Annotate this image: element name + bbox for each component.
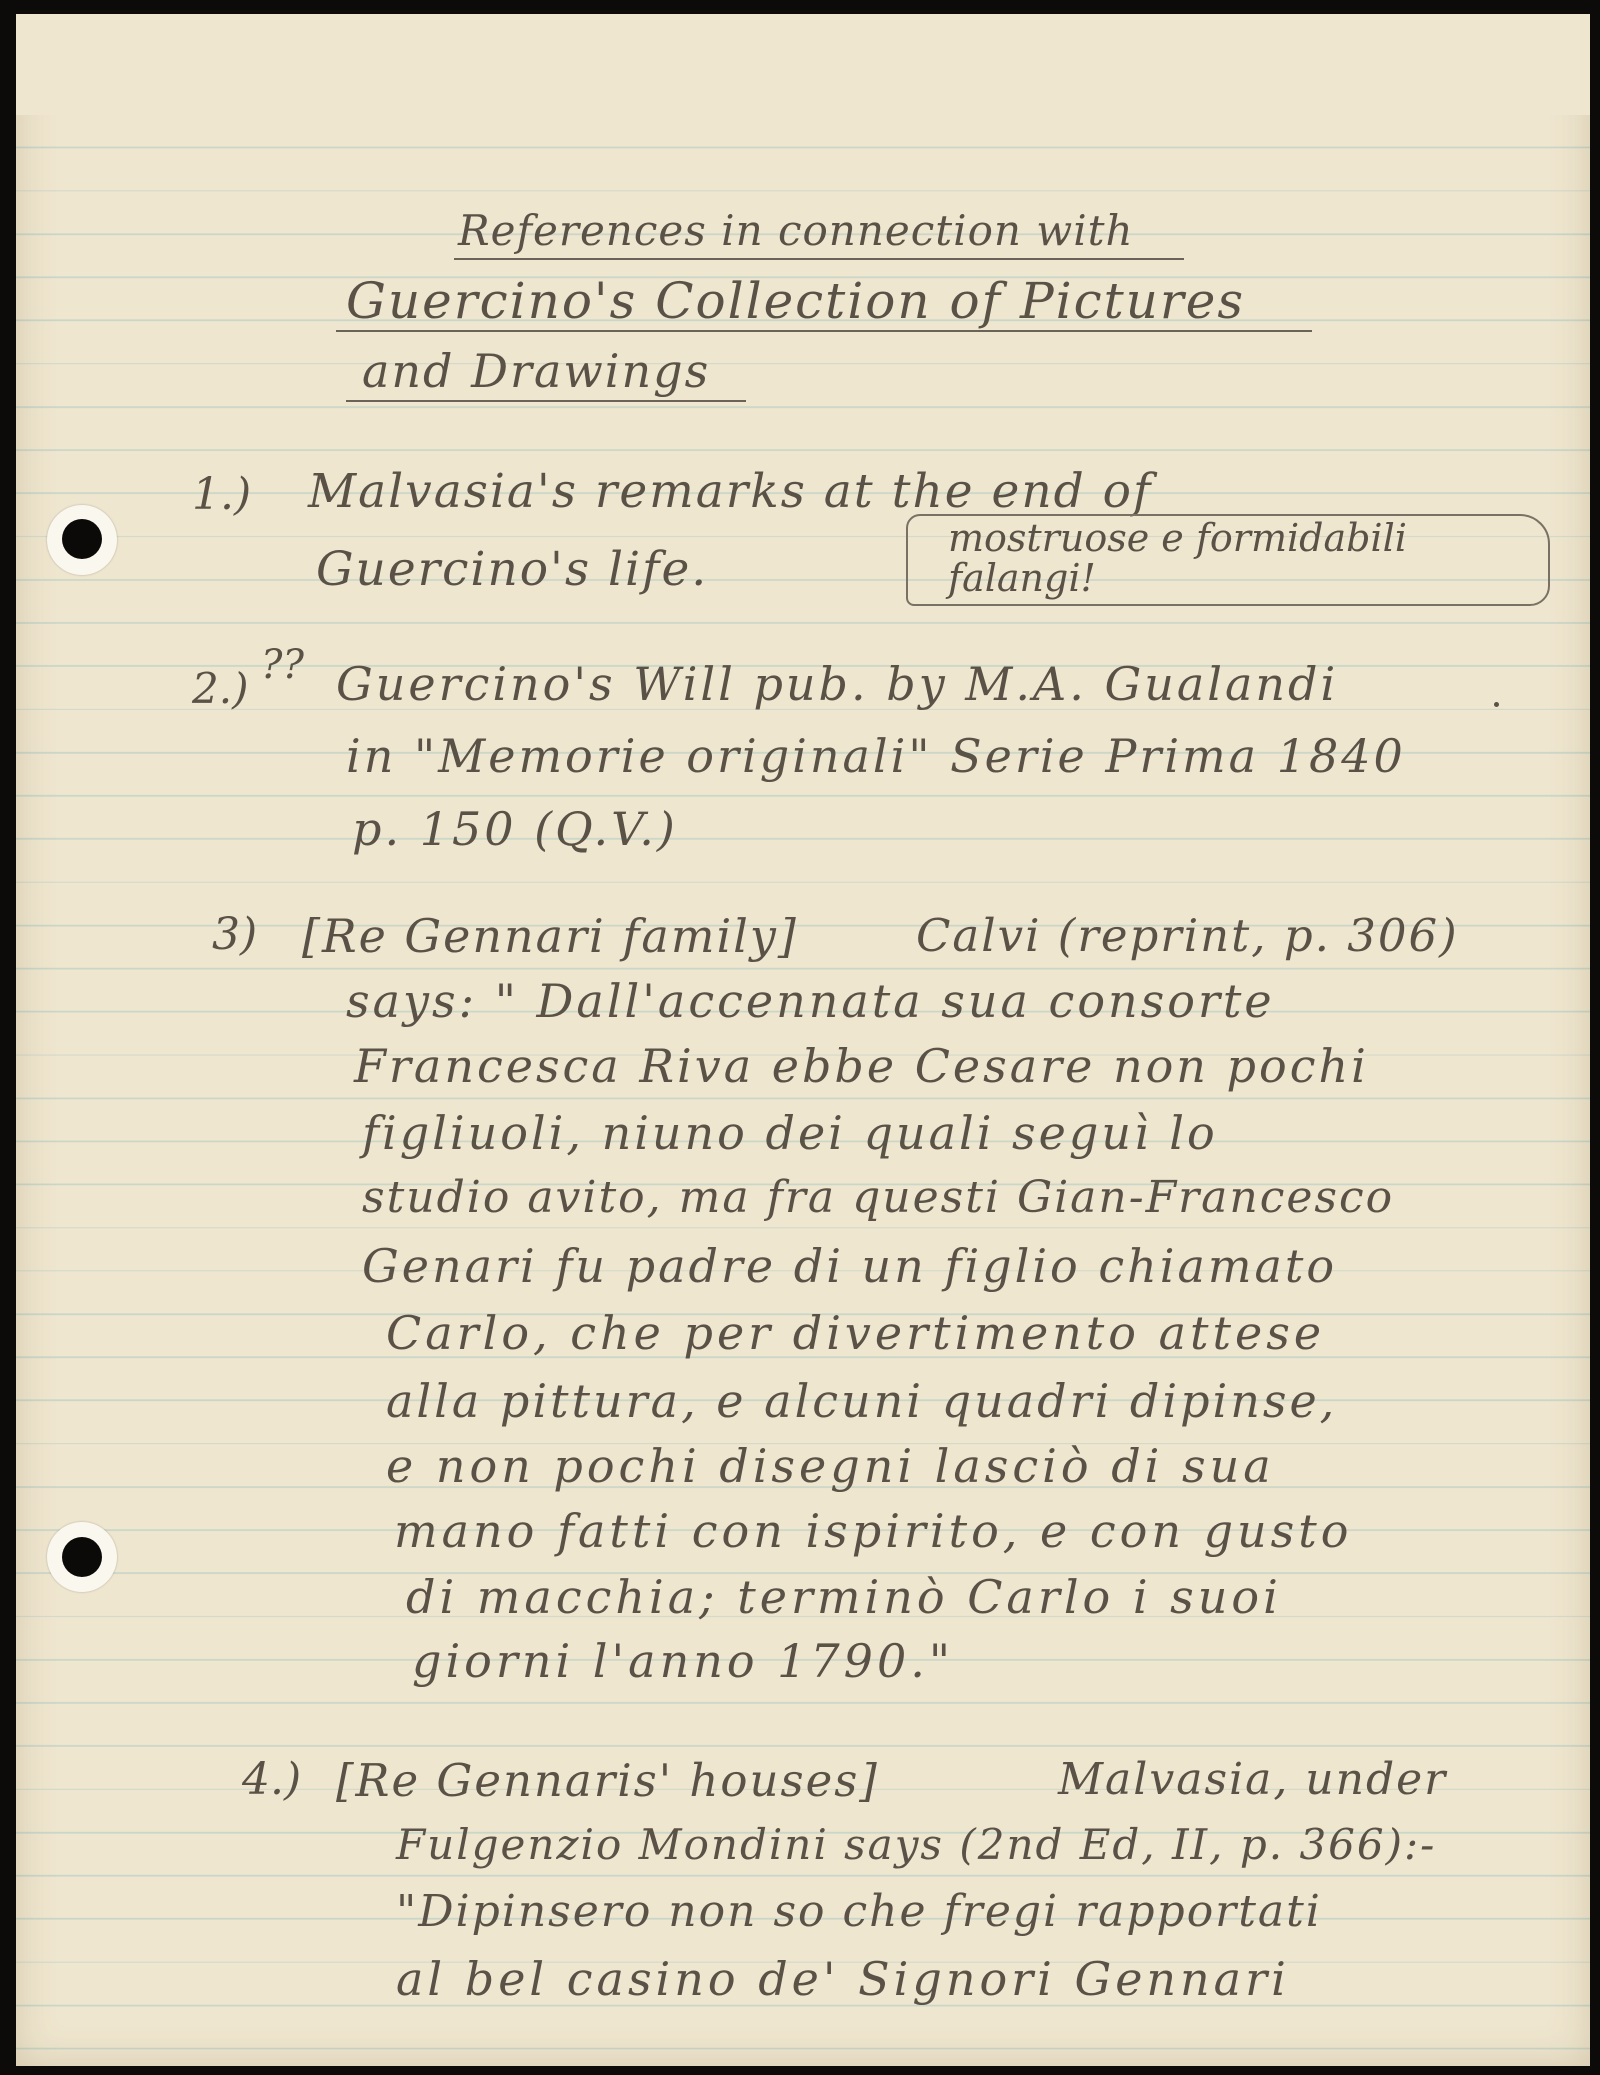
item-4-line-3: "Dipinsero non so che fregi rapportati xyxy=(396,1886,1322,1937)
item-1-note-line-2: falangi! xyxy=(948,556,1096,600)
title-underline-1 xyxy=(454,258,1184,260)
item-3-line-6: Genari fu padre di un figlio chiamato xyxy=(362,1239,1338,1293)
item-2-number: 2.) xyxy=(192,664,249,713)
item-4-number: 4.) xyxy=(242,1754,302,1805)
binder-hole-bottom-center xyxy=(62,1537,102,1577)
item-4-line-2: Fulgenzio Mondini says (2nd Ed, II, p. 366):- xyxy=(396,1820,1437,1869)
notebook-page xyxy=(16,14,1590,2066)
item-4-line-4: al bel casino de' Signori Gennari xyxy=(396,1952,1290,2006)
item-1-boxed-note xyxy=(906,514,1550,606)
item-3-line-2: says: " Dall'accennata sua consorte xyxy=(346,974,1275,1028)
title-underline-3 xyxy=(346,400,746,402)
item-1-line-2: Guercino's life. xyxy=(316,542,709,597)
item-2-line-2: in "Memorie originali" Serie Prima 1840 xyxy=(346,729,1406,783)
title-line-3: and Drawings xyxy=(362,344,711,398)
item-3-line-10: mano fatti con ispirito, e con gusto xyxy=(394,1504,1353,1558)
binder-hole-top-center xyxy=(62,519,102,559)
item-3-line-3: Francesca Riva ebbe Cesare non pochi xyxy=(354,1039,1369,1093)
item-2-line-3: p. 150 (Q.V.) xyxy=(352,802,678,856)
item-4-bracket-label: [Re Gennaris' houses] xyxy=(336,1754,879,1807)
title-line-2: Guercino's Collection of Pictures xyxy=(346,272,1246,330)
item-1-line-1: Malvasia's remarks at the end of xyxy=(308,464,1153,519)
item-1-number: 1.) xyxy=(192,469,252,520)
item-3-line-12: giorni l'anno 1790." xyxy=(412,1634,954,1688)
item-3-bracket-label: [Re Gennari family] xyxy=(302,909,798,963)
title-underline-2 xyxy=(336,330,1312,332)
item-2-question-mark: ?? xyxy=(261,642,304,688)
item-1-note-line-1: mostruose e formidabili xyxy=(948,516,1407,560)
pencil-dot xyxy=(1494,702,1499,707)
item-3-line-9: e non pochi disegni lasciò di sua xyxy=(386,1439,1275,1493)
item-3-line-7: Carlo, che per divertimento attese xyxy=(386,1306,1326,1360)
title-line-1: References in connection with xyxy=(458,206,1134,255)
item-4-line-1: Malvasia, under xyxy=(1058,1754,1448,1805)
item-3-line-1: Calvi (reprint, p. 306) xyxy=(916,909,1459,962)
item-3-line-11: di macchia; terminò Carlo i suoi xyxy=(406,1570,1282,1624)
item-3-number: 3) xyxy=(212,909,258,960)
item-3-line-8: alla pittura, e alcuni quadri dipinse, xyxy=(386,1374,1338,1428)
item-3-line-4: figliuoli, niuno dei quali seguì lo xyxy=(362,1106,1218,1160)
item-3-line-5: studio avito, ma fra questi Gian-Francesco xyxy=(362,1172,1395,1223)
item-2-line-1: Guercino's Will pub. by M.A. Gualandi xyxy=(336,657,1339,711)
